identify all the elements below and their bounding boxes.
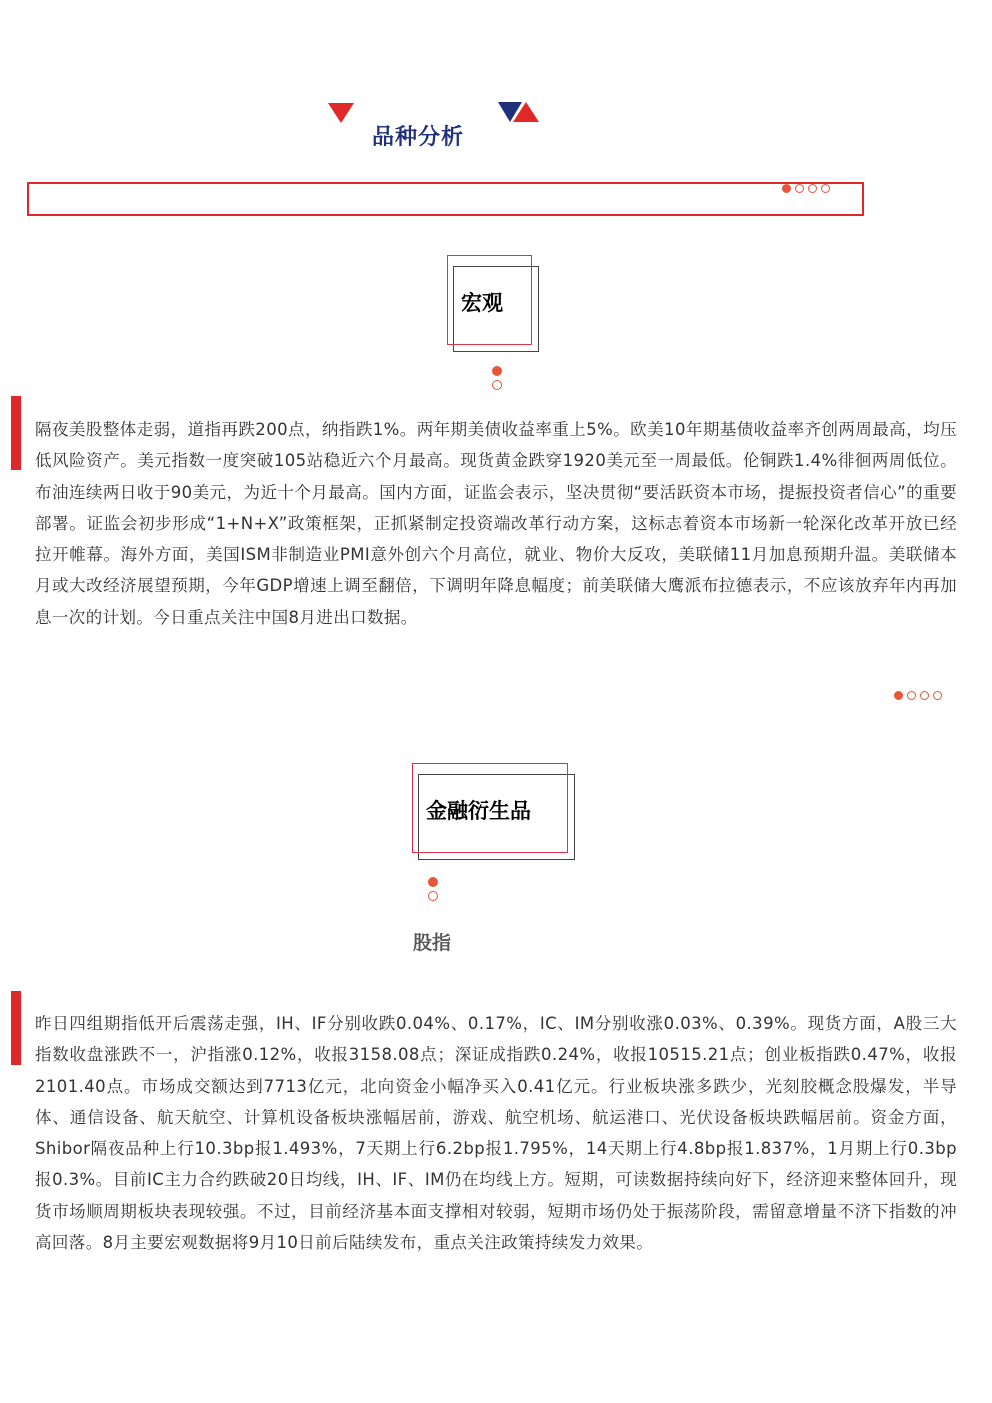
macro-accent-bar	[11, 396, 21, 470]
dot-filled-icon	[894, 691, 903, 700]
derivatives-paragraph: 昨日四组期指低开后震荡走强，IH、IF分别收跌0.04%、0.17%，IC、IM分别收涨0.03%、0.39%。现货方面，A股三大指数收盘涨跌不一，沪指涨0.12%，收报3158.08点；深证成指跌0.24%，收报10515.21点；创业板指跌0.47%，收报2101.40点。市场成交额达到7713亿元，北向资金小幅净买入0.41亿元。行业板块涨多跌少，光刻胶概念股爆发，半导体、通信设备、航天航空、计算机设备板块涨幅居前，游戏、航空机场、航运港口、光伏设备板块跌幅居前。资金方面，Shibor隔夜品种上行10.3bp报1.493%，7天期上行6.2bp报1.795%，14天期上行4.8bp报1.837%，1月期上行0.3bp报0.3%。目前IC主力合约跌破20日均线，IH、IF、IM仍在均线上方。短期，可读数据持续向好下，经济迎来整体回升，现货市场顺周期板块表现较强。不过，目前经济基本面支撑相对较弱，短期市场仍处于振荡阶段，需留意增量不济下指数的冲高回落。8月主要宏观数据将9月10日前后陆续发布，重点关注政策持续发力效果。	[35, 1014, 957, 1253]
title-banner	[27, 182, 864, 216]
dot-outline-icon	[808, 184, 817, 193]
section-label-macro: 宏观	[461, 291, 503, 315]
derivatives-accent-bar	[11, 991, 21, 1065]
section-divider-dots	[894, 691, 942, 700]
dot-outline-icon	[795, 184, 804, 193]
banner-dots	[782, 184, 830, 193]
dot-filled-icon	[428, 877, 438, 887]
dot-filled-icon	[492, 366, 502, 376]
dot-outline-icon	[428, 891, 438, 901]
page-title: 品种分析	[372, 125, 465, 150]
section-label-derivatives: 金融衍生品	[426, 799, 531, 823]
dot-outline-icon	[821, 184, 830, 193]
subheading-stock-index: 股指	[413, 932, 452, 954]
dot-outline-icon	[907, 691, 916, 700]
header-triangle-left-icon	[328, 103, 354, 123]
macro-paragraph: 隔夜美股整体走弱，道指再跌200点，纳指跌1%。两年期美债收益率重上5%。欧美10年期基债收益率齐创两周最高，均压低风险资产。美元指数一度突破105站稳近六个月最高。现货黄金跌穿1920美元至一周最低。伦铜跌1.4%徘徊两周低位。布油连续两日收于90美元，为近十个月最高。国内方面，证监会表示，坚决贯彻“要活跃资本市场，提振投资者信心”的重要部署。证监会初步形成“1+N+X”政策框架，正抓紧制定投资端改革行动方案，这标志着资本市场新一轮深化改革开放已经拉开帷幕。海外方面，美国ISM非制造业PMI意外创六个月高位，就业、物价大反攻，美联储11月加息预期升温。美联储本月或大改经济展望预期，今年GDP增速上调至翻倍，下调明年降息幅度；前美联储大鹰派布拉德表示，不应该放弃年内再加息一次的计划。今日重点关注中国8月进出口数据。	[35, 420, 957, 627]
dot-outline-icon	[920, 691, 929, 700]
dot-outline-icon	[492, 380, 502, 390]
dot-outline-icon	[933, 691, 942, 700]
dot-filled-icon	[782, 184, 791, 193]
header-triangle-right-icon	[513, 102, 539, 122]
